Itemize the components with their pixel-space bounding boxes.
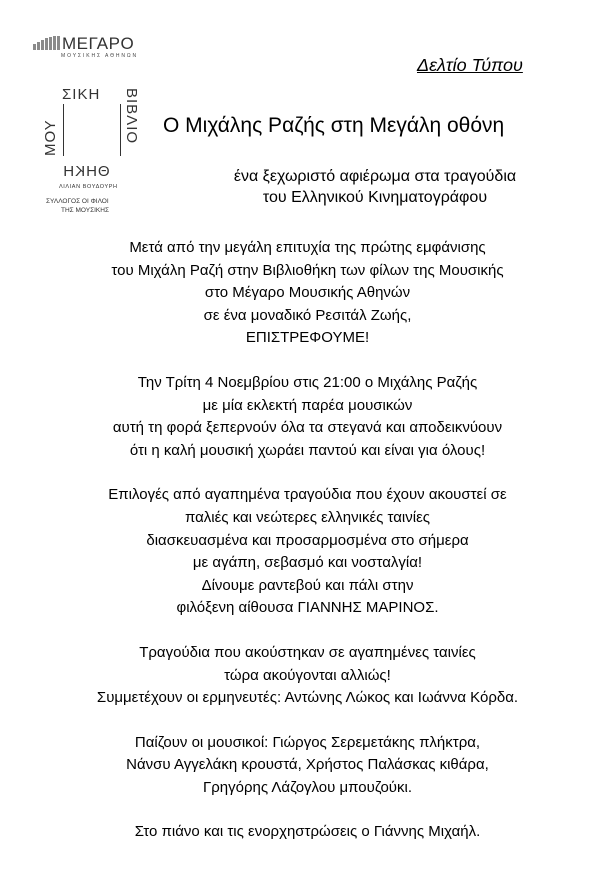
body-line: Στο πιάνο και τις ενορχηστρώσεις ο Γιάννης Μιχαήλ. — [134, 823, 481, 841]
library-association-line2: ΤΗΣ ΜΟΥΣΙΚΗΣ — [61, 207, 109, 214]
library-logo-thhkh: ΘΗΚΗ — [62, 163, 110, 180]
library-founder: ΛΙΛΙΑΝ ΒΟΥΔΟΥΡΗ — [59, 184, 118, 190]
megaro-logo — [33, 36, 153, 66]
press-release-body — [20, 237, 595, 866]
subtitle-line: ένα ξεχωριστό αφιέρωμα στα τραγούδια — [233, 168, 517, 185]
body-line: Νάνσυ Αγγελάκη κρουστά, Χρήστος Παλάσκας κιθάρα, — [126, 756, 489, 774]
headline: Ο Μιχάλης Ραζής στη Μεγάλη οθόνη — [163, 114, 505, 137]
body-line: σε ένα μοναδικό Ρεσιτάλ Ζωής, — [203, 306, 412, 324]
body-line: του Μιχάλη Ραζή στην Βιβλιοθήκη των φίλων της Μουσικής — [111, 261, 504, 279]
body-line: Γρηγόρης Λάζογλου μπουζούκι. — [202, 778, 413, 796]
library-logo-sikh: ΣΙΚΗ — [62, 86, 101, 103]
paragraph-program — [20, 484, 595, 620]
subtitle-line: του Ελληνικού Κινηματογράφου — [262, 189, 488, 206]
body-line: ΕΠΙΣΤΡΕΦΟΥΜΕ! — [245, 329, 370, 347]
document-type: Δελτίο Τύπου — [417, 55, 523, 75]
body-line: Συμμετέχουν οι ερμηνευτές: Αντώνης Λώκος και Ιωάννα Κόρδα. — [96, 689, 519, 707]
paragraph-performers — [20, 642, 595, 710]
library-association-line1: ΣΥΛΛΟΓΟΣ ΟΙ ΦΙΛΟΙ — [46, 198, 109, 205]
library-logo-biblio: ΒΙΒΛΙΟ — [123, 88, 140, 145]
megaro-subtitle: ΜΟΥΣΙΚΗΣ ΑΘΗΝΩΝ — [61, 53, 139, 59]
body-line: Μετά από την μεγάλη επιτυχία της πρώτης εμφάνισης — [129, 239, 486, 256]
megaro-name: ΜΕΓΑΡΟ — [62, 34, 135, 53]
body-line: με αγάπη, σεβασμό και νοσταλγία! — [192, 554, 423, 572]
body-line: παλιές και νεώτερες ελληνικές ταινίες — [184, 508, 431, 526]
megaro-bars-icon — [33, 36, 61, 50]
body-line: τώρα ακούγονται αλλιώς! — [224, 666, 391, 684]
body-line: στο Μέγαρο Μουσικής Αθηνών — [204, 284, 411, 302]
paragraph-date — [20, 372, 595, 462]
body-line: Παίζουν οι μουσικοί: Γιώργος Σερεμετάκης πλήκτρα, — [134, 733, 481, 751]
paragraph-piano — [20, 821, 595, 844]
library-logo-rule — [120, 104, 121, 156]
library-logo-mou: ΜΟΥ — [42, 119, 59, 156]
library-logo — [40, 80, 145, 225]
paragraph-intro — [20, 237, 595, 350]
body-line: αυτή τη φορά ξεπερνούν όλα τα στεγανά και αποδεικνύουν — [112, 419, 503, 437]
library-logo-rule — [63, 104, 64, 156]
subtitle — [180, 166, 570, 208]
body-line: Την Τρίτη 4 Νοεμβρίου στις 21:00 ο Μιχάλης Ραζής — [137, 373, 478, 391]
paragraph-musicians — [20, 732, 595, 800]
body-line: διασκευασμένα και προσαρμοσμένα στο σήμερα — [146, 531, 469, 549]
body-line: φιλόξενη αίθουσα ΓΙΑΝΝΗΣ ΜΑΡΙΝΟΣ. — [176, 599, 439, 617]
body-line: ότι η καλή μουσική χωράει παντού και είναι για όλους! — [129, 441, 486, 459]
body-line: με μία εκλεκτή παρέα μουσικών — [202, 396, 413, 414]
body-line: Επιλογές από αγαπημένα τραγούδια που έχουν ακουστεί σε — [108, 486, 507, 504]
body-line: Δίνουμε ραντεβού και πάλι στην — [201, 576, 414, 594]
body-line: Τραγούδια που ακούστηκαν σε αγαπημένες ταινίες — [139, 643, 476, 661]
